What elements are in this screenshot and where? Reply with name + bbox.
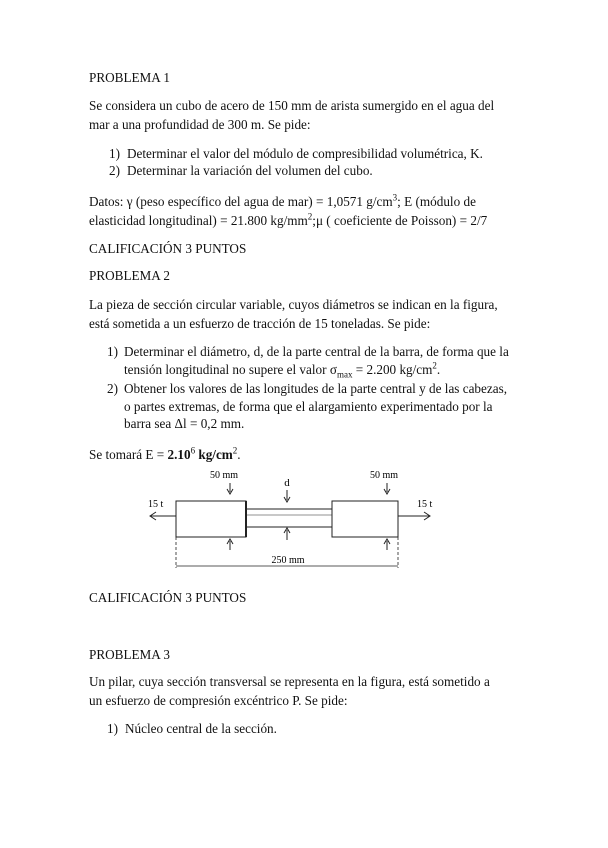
p1-item-2-number: 2) (109, 163, 120, 178)
d-label: d (284, 477, 290, 489)
problema-2-title: PROBLEMA 2 (89, 268, 170, 283)
p2-modulus: Se tomará $E = 2.10^6$ $kg/cm^2$. (89, 445, 241, 462)
p2-item-1-text: Determinar el diámetro, d, de la parte central de la barra, de forma que la tensión longitudinal no supere el valor $\sigma_{max} = 2.200$ $kg/cm^2$. (124, 344, 509, 380)
p3-item-1-number: 1) (107, 721, 118, 736)
problema-3-intro: Un pilar, cuya sección transversal se representa en la figura, está sometido a un esfuerzo de compresión excéntrico P. Se pide: (89, 674, 490, 708)
left-head (176, 501, 246, 537)
right-diameter-label: 50 mm (369, 470, 399, 481)
p1-item-2-text: Determinar la variación del volumen del cubo. (127, 163, 373, 178)
right-head (332, 501, 398, 537)
bar-figure (130, 466, 450, 576)
length-label: 250 mm (271, 555, 305, 566)
problema-3-title: PROBLEMA 3 (89, 647, 170, 662)
p2-calificacion: CALIFICACIÓN 3 PUNTOS (89, 590, 247, 605)
p1-datos: Datos: γ (peso específico del agua de mar) = 1,0571 $g/cm^3$; E (módulo de elasticidad longitudinal) = 21.800 $kg/mm^2;\mu$ ( coeficiente de Poisson) = 2/7 (89, 192, 488, 228)
p2-item-2-text: Obtener los valores de las longitudes de la parte central y de las cabezas, o partes extremas, de forma que el alargamiento experimentado por la barra sea Δl = 0,2 mm. (124, 381, 508, 431)
problema-1-title: PROBLEMA 1 (89, 70, 170, 85)
force-left-label: 15 t (148, 499, 164, 510)
problema-2-intro: La pieza de sección circular variable, cuyos diámetros se indican en la figura, está sometida a un esfuerzo de tracción de 15 toneladas. Se pide: (89, 297, 498, 331)
p3-item-1-text: Núcleo central de la sección. (125, 721, 277, 736)
central-part (246, 509, 332, 527)
p2-item-2-number: 2) (107, 381, 118, 396)
p1-item-1-text: Determinar el valor del módulo de compresibilidad volumétrica, K. (127, 146, 483, 161)
p1-calificacion: CALIFICACIÓN 3 PUNTOS (89, 241, 247, 256)
left-diameter-label: 50 mm (209, 470, 239, 481)
problema-1-intro: Se considera un cubo de acero de 150 mm de arista sumergido en el agua del mar a una profundidad de 300 m. Se pide: (89, 98, 495, 132)
p1-item-1-number: 1) (109, 146, 120, 161)
force-right-label: 15 t (417, 499, 433, 510)
p2-item-1-number: 1) (107, 344, 118, 359)
